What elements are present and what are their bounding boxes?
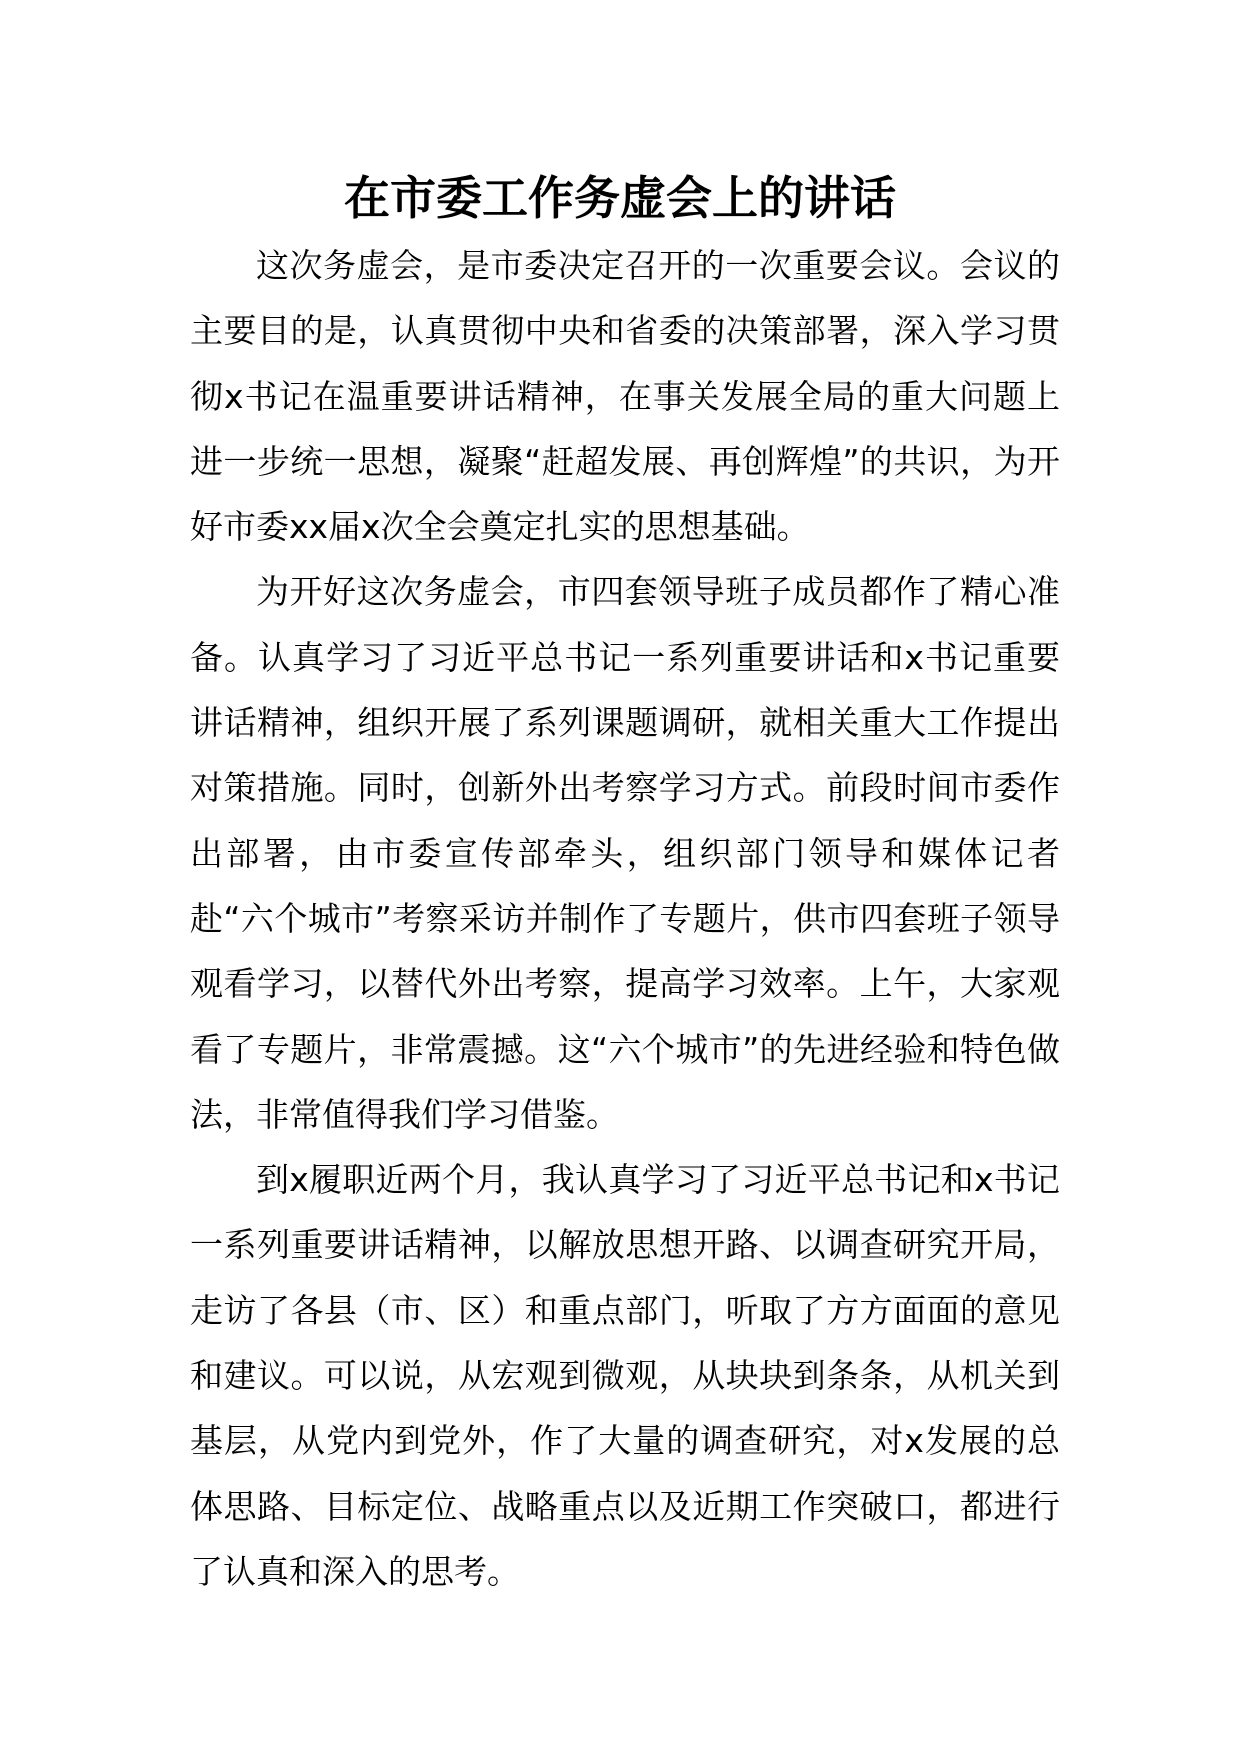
document-body — [190, 233, 1060, 1604]
paragraph-1: 这次务虚会，是市委决定召开的一次重要会议。会议的主要目的是，认真贯彻中央和省委的决策部署，深入学习贯彻x书记在温重要讲话精神，在事关发展全局的重大问题上进一步统一思想，凝聚“赶超发展、再创辉煌”的共识，为开好市委xx届x次全会奠定扎实的思想基础。 — [190, 246, 1060, 547]
paragraph-3: 到x履职近两个月，我认真学习了习近平总书记和x书记一系列重要讲话精神，以解放思想开路、以调查研究开局，走访了各县（市、区）和重点部门，听取了方方面面的意见和建议。可以说，从宏观到微观，从块块到条条，从机关到基层，从党内到党外，作了大量的调查研究，对x发展的总体思路、目标定位、战略重点以及近期工作突破口，都进行了认真和深入的思考。 — [190, 1160, 1060, 1591]
document-title: 在市委工作务虚会上的讲话 — [344, 171, 896, 225]
paragraph-2: 为开好这次务虚会，市四套领导班子成员都作了精心准备。认真学习了习近平总书记一系列重要讲话和x书记重要讲话精神，组织开展了系列课题调研，就相关重大工作提出对策措施。同时，创新外出考察学习方式。前段时间市委作出部署，由市委宣传部牵头，组织部门领导和媒体记者赴“六个城市”考察采访并制作了专题片，供市四套班子领导观看学习，以替代外出考察，提高学习效率。上午，大家观看了专题片，非常震撼。这“六个城市”的先进经验和特色做法，非常值得我们学习借鉴。 — [190, 572, 1060, 1134]
